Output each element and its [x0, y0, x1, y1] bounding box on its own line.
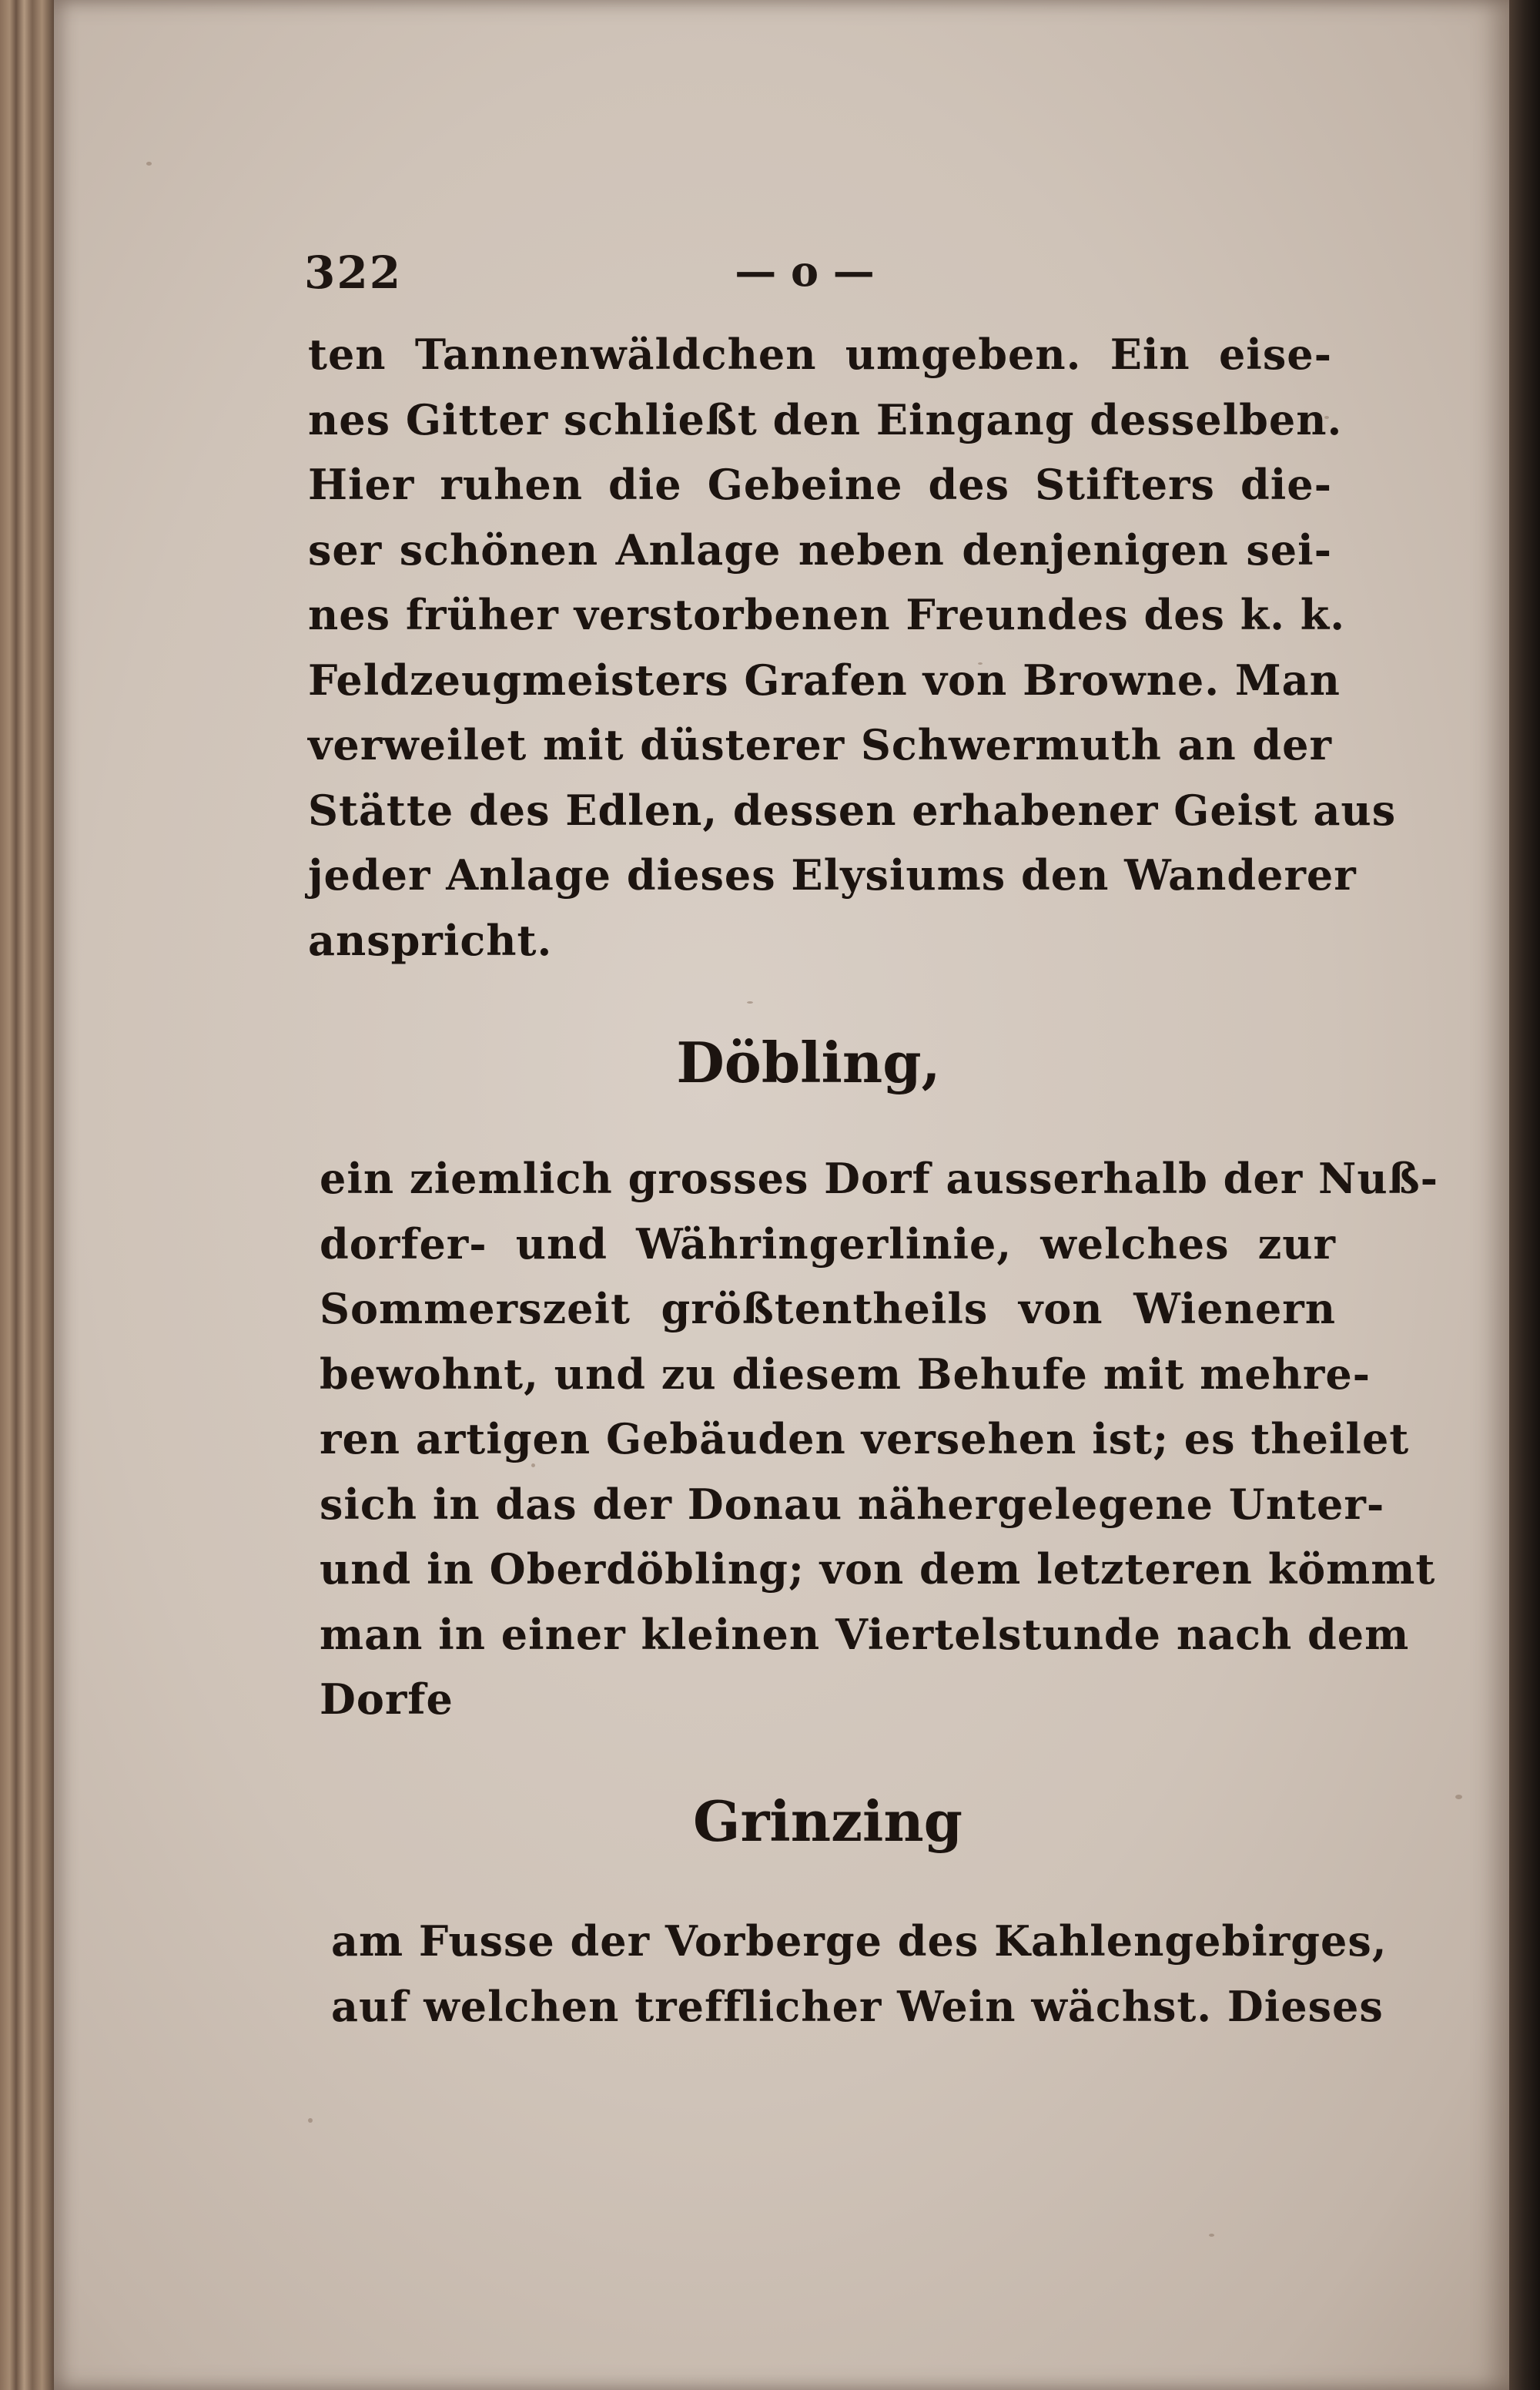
book-gutter — [1509, 0, 1540, 2390]
text-line: Hier ruhen die Gebeine des Stifters die- — [308, 460, 1332, 509]
text-line: bewohnt, und zu diesem Behufe mit mehre- — [320, 1349, 1371, 1399]
paper-speck — [308, 2118, 313, 2123]
section-grinzing-text — [331, 1909, 1388, 2039]
text-line: dorfer- und Währingerlinie, welches zur — [320, 1218, 1336, 1269]
text-line: am Fusse der Vorberge des Kahlengebirges, — [331, 1916, 1388, 1966]
text-line: nes früher verstorbenen Freundes des k. k. — [308, 590, 1345, 639]
text-line: man in einer kleinen Viertelstunde nach dem — [320, 1609, 1410, 1659]
text-line: nes Gitter schließt den Eingang desselben. — [308, 394, 1343, 444]
text-line: Dorfe — [320, 1674, 454, 1724]
text-line: Sommerszeit größtentheils von Wienern — [320, 1284, 1336, 1333]
section-doebling-text — [320, 1146, 1439, 1732]
page-number: 322 — [304, 246, 403, 299]
text-line: auf welchen trefflicher Wein wächst. Dieses — [331, 1981, 1384, 2031]
page-header — [304, 246, 1336, 316]
section-heading-grinzing: Grinzing — [692, 1788, 963, 1854]
paper-speck — [1209, 2234, 1214, 2237]
page-ornament: — o — — [735, 246, 875, 296]
text-line: Stätte des Edlen, dessen erhabener Geist aus — [308, 785, 1397, 835]
text-line: ten Tannenwäldchen umgeben. Ein eise- — [308, 330, 1332, 379]
paper-speck — [1455, 1795, 1462, 1799]
text-line: anspricht. — [308, 915, 553, 965]
paper-speck — [146, 162, 152, 166]
section-heading-doebling: Döbling, — [676, 1030, 941, 1095]
text-line: ser schönen Anlage neben denjenigen sei- — [308, 525, 1332, 575]
book-page-edges — [0, 0, 54, 2390]
text-line: ein ziemlich grosses Dorf ausserhalb der Nuß- — [320, 1154, 1439, 1203]
paper-speck — [747, 1001, 753, 1004]
paragraph-continued — [308, 322, 1397, 973]
text-line: und in Oberdöbling; von dem letzteren kömmt — [320, 1544, 1436, 1594]
text-line: sich in das der Donau nähergelegene Unter- — [320, 1479, 1385, 1529]
text-line: jeder Anlage dieses Elysiums den Wanderer — [308, 850, 1357, 900]
text-line: ren artigen Gebäuden versehen ist; es theilet — [320, 1414, 1410, 1463]
text-line: Feldzeugmeisters Grafen von Browne. Man — [308, 655, 1341, 705]
text-line: verweilet mit düsterer Schwermuth an der — [308, 720, 1332, 769]
